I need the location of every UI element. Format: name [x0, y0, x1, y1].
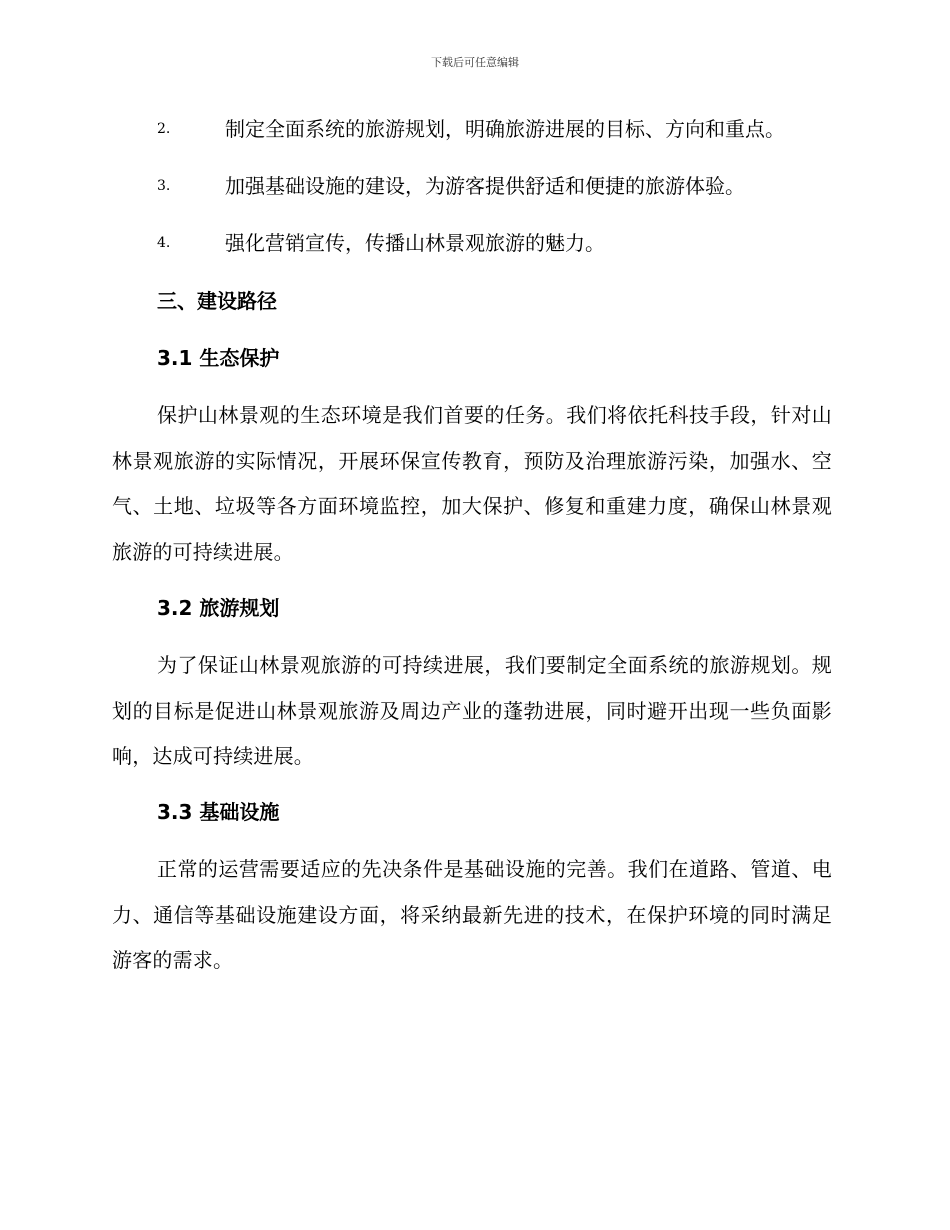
list-item: [157, 229, 605, 257]
paragraph: 为了保证山林景观旅游的可持续进展，我们要制定全面系统的旅游规划。规划的目标是促进山林景观旅游及周边产业的蓬勃进展，同时避开出现一些负面影响，达成可持续进展。: [112, 653, 832, 768]
section-heading: 三、建设路径: [157, 289, 277, 313]
subsection-heading: 3.1 生态保护: [157, 346, 280, 370]
list-number: 2.: [157, 121, 171, 137]
list-text: 强化营销宣传，传播山林景观旅游的魅力。: [225, 231, 605, 255]
paragraph: 保护山林景观的生态环境是我们首要的任务。我们将依托科技手段，针对山林景观旅游的实际情况，开展环保宣传教育，预防及治理旅游污染，加强水、空气、土地、垃圾等各方面环境监控，加大保护、修复和重建力度，确保山林景观旅游的可持续进展。: [112, 403, 832, 564]
list-item: [157, 172, 745, 200]
page-header: 下载后可任意编辑: [431, 56, 519, 69]
list-number: 3.: [157, 178, 171, 194]
list-text: 制定全面系统的旅游规划，明确旅游进展的目标、方向和重点。: [225, 117, 785, 141]
list-text: 加强基础设施的建设，为游客提供舒适和便捷的旅游体验。: [225, 174, 745, 198]
list-number: 4.: [157, 235, 171, 251]
paragraph: 正常的运营需要适应的先决条件是基础设施的完善。我们在道路、管道、电力、通信等基础设施建设方面，将采纳最新先进的技术，在保护环境的同时满足游客的需求。: [112, 857, 832, 972]
list-item: [157, 115, 785, 143]
subsection-heading: 3.2 旅游规划: [157, 596, 280, 620]
subsection-heading: 3.3 基础设施: [157, 800, 280, 824]
